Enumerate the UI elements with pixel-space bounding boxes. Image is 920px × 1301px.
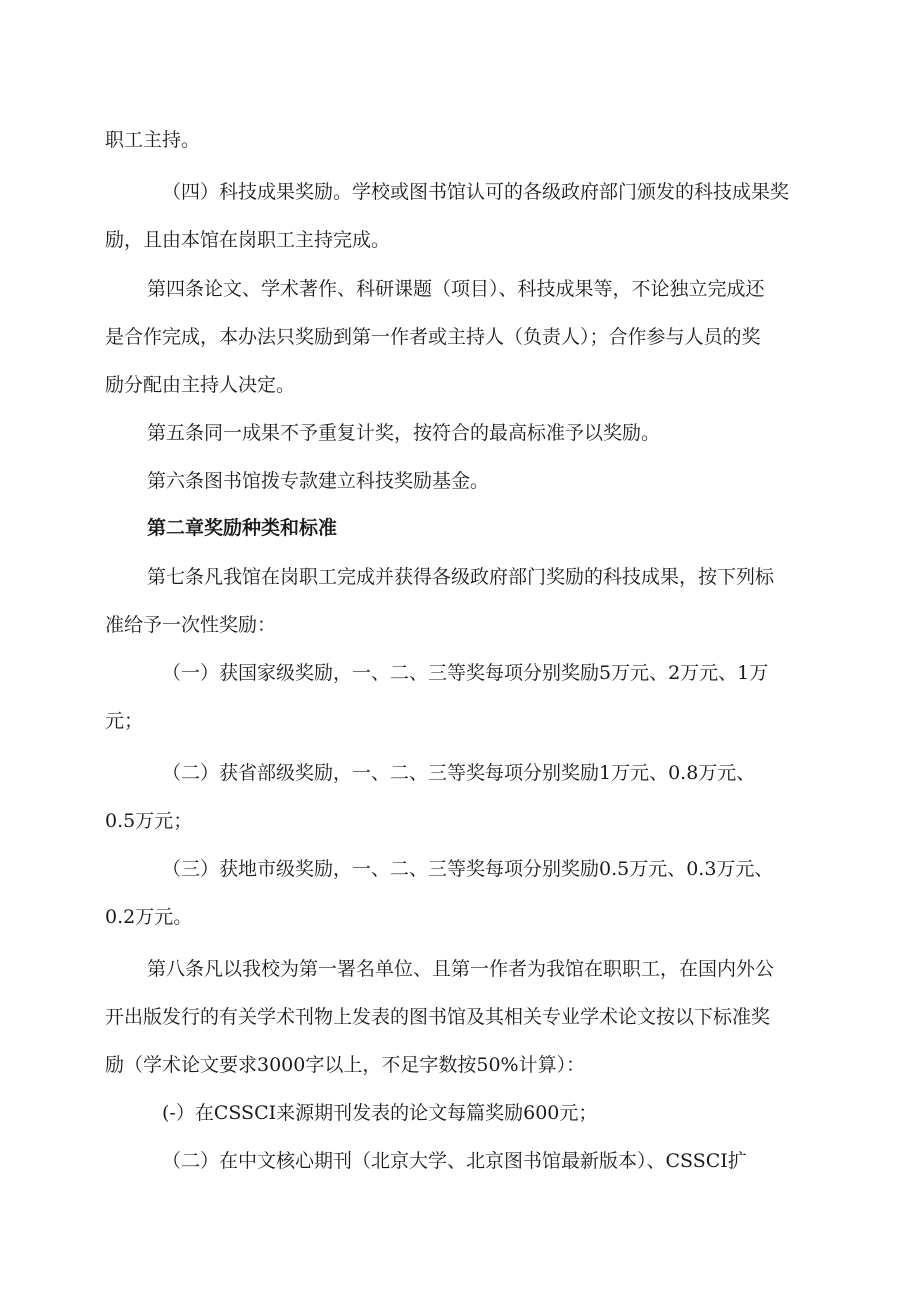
paragraph-line: 开出版发行的有关学术刊物上发表的图书馆及其相关专业学术论文按以下标准奖	[105, 1006, 771, 1028]
paragraph-line: 励（学术论文要求3000字以上，不足字数按50%计算）：	[105, 1054, 586, 1076]
paragraph-line: （四）科技成果奖励。学校或图书馆认可的各级政府部门颁发的科技成果奖	[162, 181, 790, 203]
paragraph-line: （三）获地市级奖励，一、二、三等奖每项分别奖励0.5万元、0.3万元、	[162, 858, 774, 880]
chapter-heading: 第二章奖励种类和标准	[147, 517, 338, 539]
paragraph-line: 励，且由本馆在岗职工主持完成。	[105, 229, 391, 251]
paragraph-line: 第五条同一成果不予重复计奖，按符合的最高标准予以奖励。	[147, 422, 661, 444]
paragraph-line: 0.5万元；	[105, 810, 193, 832]
paragraph-line: 第六条图书馆拨专款建立科技奖励基金。	[147, 470, 490, 492]
paragraph-line: （二）获省部级奖励，一、二、三等奖每项分别奖励1万元、0.8万元、	[162, 762, 756, 784]
paragraph-line: 第七条凡我馆在岗职工完成并获得各级政府部门奖励的科技成果，按下列标	[147, 566, 775, 588]
paragraph-line: （二）在中文核心期刊（北京大学、北京图书馆最新版本）、CSSCI扩	[162, 1150, 747, 1172]
paragraph-line: （一）获国家级奖励，一、二、三等奖每项分别奖励5万元、2万元、1万	[162, 662, 769, 684]
paragraph-line: 第四条论文、学术著作、科研课题（项目）、科技成果等，不论独立完成还	[147, 278, 765, 300]
paragraph-line: 第八条凡以我校为第一署名单位、且第一作者为我馆在职职工，在国内外公	[147, 958, 775, 980]
paragraph-line: 职工主持。	[105, 129, 201, 151]
paragraph-line: 元；	[105, 710, 144, 732]
paragraph-line: 励分配由主持人决定。	[105, 374, 296, 396]
paragraph-line: 是合作完成，本办法只奖励到第一作者或主持人（负责人）；合作参与人员的奖	[105, 326, 761, 348]
paragraph-line: 0.2万元。	[105, 906, 193, 928]
paragraph-line: (-）在CSSCI来源期刊发表的论文每篇奖励600元；	[162, 1102, 598, 1124]
paragraph-line: 准给予一次性奖励：	[105, 614, 277, 636]
